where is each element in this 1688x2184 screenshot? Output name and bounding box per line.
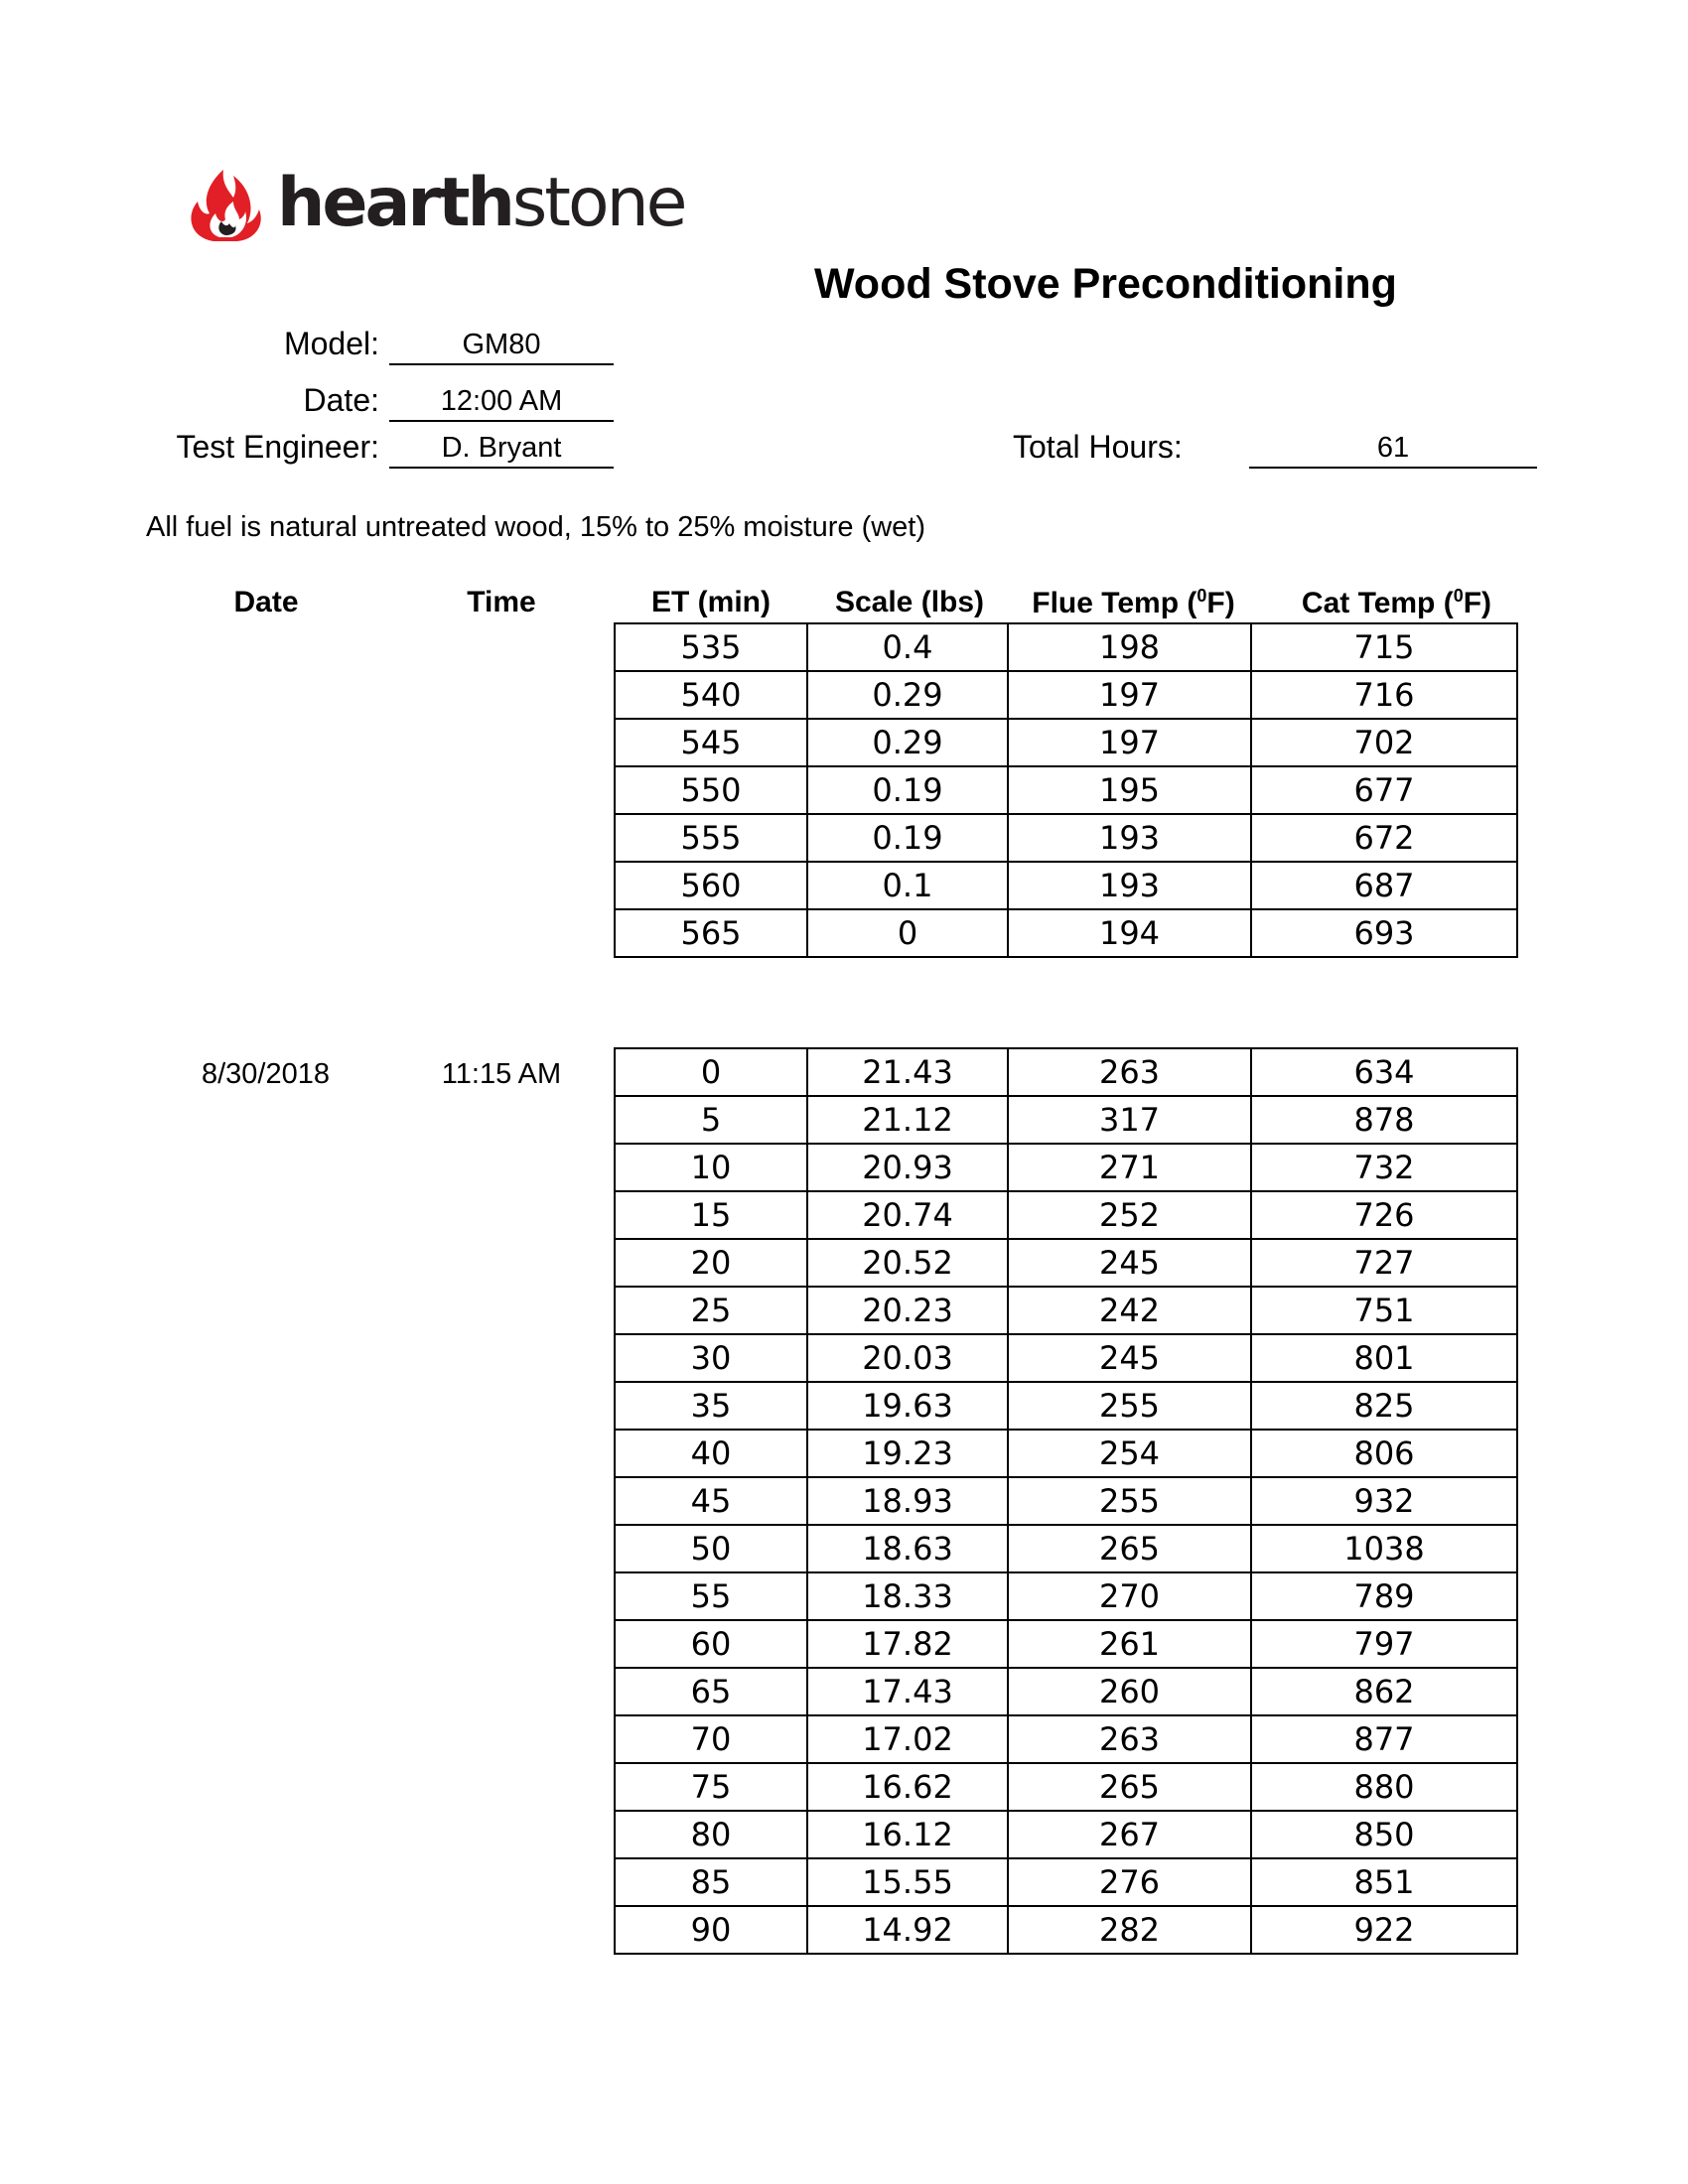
table-row	[615, 909, 1517, 957]
scale-cell: 16.62	[807, 1763, 1008, 1811]
date-value: 12:00 AM	[389, 382, 614, 422]
et-cell: 65	[615, 1668, 807, 1715]
et-cell: 45	[615, 1477, 807, 1525]
cat-temp-cell: 634	[1251, 1048, 1517, 1096]
scale-cell: 17.02	[807, 1715, 1008, 1763]
cat-temp-cell: 825	[1251, 1382, 1517, 1430]
table-row	[615, 1620, 1517, 1668]
cat-temp-cell: 677	[1251, 766, 1517, 814]
et-cell: 545	[615, 719, 807, 766]
scale-cell: 15.55	[807, 1858, 1008, 1906]
cat-temp-cell: 727	[1251, 1239, 1517, 1287]
cat-temp-cell: 693	[1251, 909, 1517, 957]
flue-temp-cell: 263	[1008, 1715, 1251, 1763]
scale-cell: 19.63	[807, 1382, 1008, 1430]
cat-temp-cell: 806	[1251, 1430, 1517, 1477]
et-cell: 20	[615, 1239, 807, 1287]
readings-table-1	[614, 622, 1518, 958]
table-row	[615, 1811, 1517, 1858]
flue-temp-cell: 265	[1008, 1763, 1251, 1811]
flue-temp-cell: 317	[1008, 1096, 1251, 1144]
cat-temp-cell: 801	[1251, 1334, 1517, 1382]
table-row	[615, 719, 1517, 766]
flue-temp-cell: 195	[1008, 766, 1251, 814]
flue-temp-cell: 263	[1008, 1048, 1251, 1096]
table-row	[615, 862, 1517, 909]
et-cell: 70	[615, 1715, 807, 1763]
et-cell: 540	[615, 671, 807, 719]
et-cell: 75	[615, 1763, 807, 1811]
scale-cell: 16.12	[807, 1811, 1008, 1858]
et-cell: 85	[615, 1858, 807, 1906]
cat-temp-cell: 702	[1251, 719, 1517, 766]
table-row	[615, 1048, 1517, 1096]
model-value: GM80	[389, 326, 614, 365]
scale-cell: 17.82	[807, 1620, 1008, 1668]
cat-temp-cell: 932	[1251, 1477, 1517, 1525]
cat-temp-cell: 687	[1251, 862, 1517, 909]
fuel-note: All fuel is natural untreated wood, 15% to 25% moisture (wet)	[146, 511, 926, 543]
scale-cell: 0.1	[807, 862, 1008, 909]
column-header-cat-temp: Cat Temp ($^0$F)	[1301, 586, 1492, 619]
table-row	[615, 1382, 1517, 1430]
flame-icon	[184, 164, 269, 243]
session-time: 11:15 AM	[441, 1058, 562, 1090]
cat-temp-cell: 922	[1251, 1906, 1517, 1954]
flue-temp-cell: 245	[1008, 1334, 1251, 1382]
scale-cell: 21.43	[807, 1048, 1008, 1096]
flue-temp-cell: 252	[1008, 1191, 1251, 1239]
scale-cell: 18.63	[807, 1525, 1008, 1572]
date-label: Date:	[303, 382, 379, 418]
total-hours-label: Total Hours:	[1013, 429, 1183, 465]
flue-temp-cell: 265	[1008, 1525, 1251, 1572]
flue-temp-cell: 271	[1008, 1144, 1251, 1191]
et-cell: 565	[615, 909, 807, 957]
cat-temp-cell: 732	[1251, 1144, 1517, 1191]
table-row	[615, 1572, 1517, 1620]
table-row	[615, 671, 1517, 719]
scale-cell: 20.52	[807, 1239, 1008, 1287]
flue-temp-cell: 198	[1008, 623, 1251, 671]
cat-temp-cell: 716	[1251, 671, 1517, 719]
cat-temp-cell: 880	[1251, 1763, 1517, 1811]
scale-cell: 19.23	[807, 1430, 1008, 1477]
cat-temp-cell: 715	[1251, 623, 1517, 671]
table-row	[615, 814, 1517, 862]
column-header-scale: Scale (lbs)	[834, 586, 985, 618]
flue-temp-cell: 193	[1008, 814, 1251, 862]
cat-temp-cell: 726	[1251, 1191, 1517, 1239]
scale-cell: 18.93	[807, 1477, 1008, 1525]
flue-temp-cell: 255	[1008, 1477, 1251, 1525]
et-cell: 0	[615, 1048, 807, 1096]
flue-temp-cell: 245	[1008, 1239, 1251, 1287]
test-engineer-value: D. Bryant	[389, 429, 614, 469]
scale-cell: 20.93	[807, 1144, 1008, 1191]
et-cell: 15	[615, 1191, 807, 1239]
table-row	[615, 1334, 1517, 1382]
table-row	[615, 623, 1517, 671]
cat-temp-cell: 797	[1251, 1620, 1517, 1668]
flue-temp-cell: 242	[1008, 1287, 1251, 1334]
scale-cell: 21.12	[807, 1096, 1008, 1144]
flue-temp-cell: 282	[1008, 1906, 1251, 1954]
et-cell: 560	[615, 862, 807, 909]
scale-cell: 17.43	[807, 1668, 1008, 1715]
table-row	[615, 1430, 1517, 1477]
et-cell: 555	[615, 814, 807, 862]
column-header-flue-temp: Flue Temp ($^0$F)	[1032, 586, 1235, 619]
cat-temp-cell: 851	[1251, 1858, 1517, 1906]
column-header-time: Time	[467, 586, 536, 618]
cat-temp-cell: 789	[1251, 1572, 1517, 1620]
table-row	[615, 1906, 1517, 1954]
flue-temp-cell: 193	[1008, 862, 1251, 909]
model-label: Model:	[283, 326, 379, 361]
table-row	[615, 1096, 1517, 1144]
table-row	[615, 766, 1517, 814]
et-cell: 60	[615, 1620, 807, 1668]
flue-temp-cell: 255	[1008, 1382, 1251, 1430]
table-row	[615, 1668, 1517, 1715]
et-cell: 40	[615, 1430, 807, 1477]
page-title: Wood Stove Preconditioning	[814, 260, 1397, 308]
flue-temp-cell: 260	[1008, 1668, 1251, 1715]
et-cell: 35	[615, 1382, 807, 1430]
column-header-date: Date	[233, 586, 299, 618]
session-date: 8/30/2018	[201, 1058, 330, 1090]
scale-cell: 0.19	[807, 814, 1008, 862]
et-cell: 550	[615, 766, 807, 814]
total-hours-value: 61	[1249, 429, 1537, 469]
et-cell: 50	[615, 1525, 807, 1572]
et-cell: 10	[615, 1144, 807, 1191]
flue-temp-cell: 254	[1008, 1430, 1251, 1477]
cat-temp-cell: 878	[1251, 1096, 1517, 1144]
logo-wordmark: hearthstone	[277, 164, 685, 242]
flue-temp-cell: 267	[1008, 1811, 1251, 1858]
cat-temp-cell: 850	[1251, 1811, 1517, 1858]
cat-temp-cell: 672	[1251, 814, 1517, 862]
et-cell: 25	[615, 1287, 807, 1334]
column-header-et: ET (min)	[651, 586, 771, 618]
scale-cell: 20.03	[807, 1334, 1008, 1382]
table-row	[615, 1858, 1517, 1906]
scale-cell: 18.33	[807, 1572, 1008, 1620]
flue-temp-cell: 276	[1008, 1858, 1251, 1906]
flue-temp-cell: 197	[1008, 671, 1251, 719]
scale-cell: 0.4	[807, 623, 1008, 671]
et-cell: 55	[615, 1572, 807, 1620]
et-cell: 90	[615, 1906, 807, 1954]
test-engineer-label: Test Engineer:	[176, 429, 379, 465]
scale-cell: 0	[807, 909, 1008, 957]
table-row	[615, 1191, 1517, 1239]
scale-cell: 20.74	[807, 1191, 1008, 1239]
cat-temp-cell: 751	[1251, 1287, 1517, 1334]
scale-cell: 20.23	[807, 1287, 1008, 1334]
cat-temp-cell: 877	[1251, 1715, 1517, 1763]
table-row	[615, 1287, 1517, 1334]
hearthstone-logo	[184, 164, 685, 243]
table-row	[615, 1144, 1517, 1191]
readings-table-2	[614, 1047, 1518, 1955]
flue-temp-cell: 261	[1008, 1620, 1251, 1668]
flue-temp-cell: 194	[1008, 909, 1251, 957]
table-row	[615, 1477, 1517, 1525]
et-cell: 80	[615, 1811, 807, 1858]
table-row	[615, 1715, 1517, 1763]
cat-temp-cell: 1038	[1251, 1525, 1517, 1572]
scale-cell: 0.19	[807, 766, 1008, 814]
et-cell: 535	[615, 623, 807, 671]
table-row	[615, 1763, 1517, 1811]
table-row	[615, 1525, 1517, 1572]
flue-temp-cell: 270	[1008, 1572, 1251, 1620]
et-cell: 30	[615, 1334, 807, 1382]
cat-temp-cell: 862	[1251, 1668, 1517, 1715]
scale-cell: 14.92	[807, 1906, 1008, 1954]
scale-cell: 0.29	[807, 719, 1008, 766]
scale-cell: 0.29	[807, 671, 1008, 719]
et-cell: 5	[615, 1096, 807, 1144]
table-row	[615, 1239, 1517, 1287]
flue-temp-cell: 197	[1008, 719, 1251, 766]
